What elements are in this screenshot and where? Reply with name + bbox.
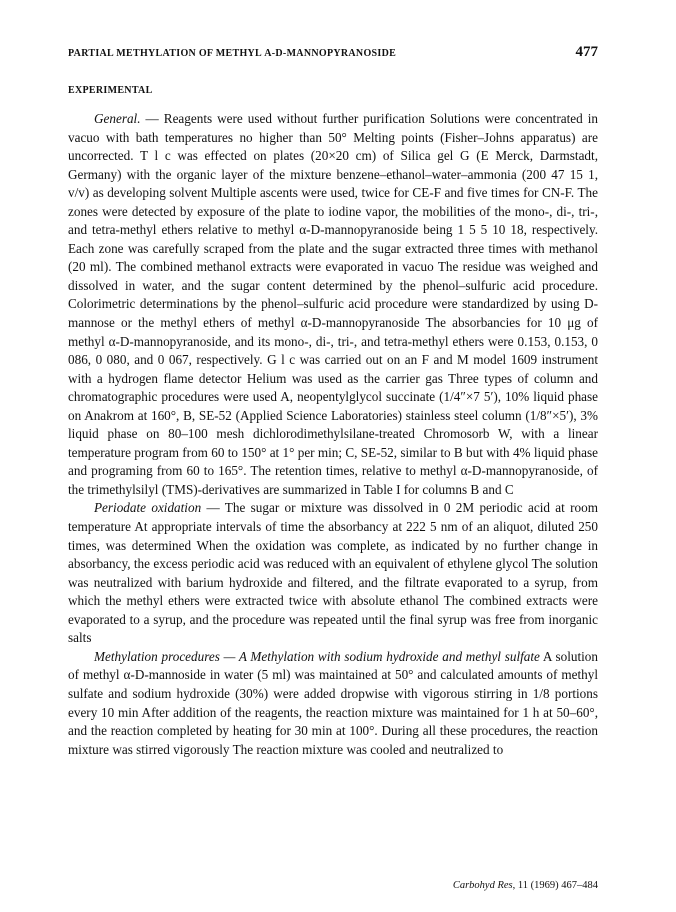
page-number: 477	[575, 44, 598, 60]
paragraph-general	[68, 110, 598, 499]
paragraph-lead: General.	[94, 111, 141, 126]
section-heading: EXPERIMENTAL	[68, 85, 153, 96]
volume-pages: , 11 (1969) 467–484	[512, 880, 598, 891]
paragraph-text: — Reagents were used without further purification Solutions were concentrated in vacuo with bath temperatures no higher than 50° Melting points (Fisher–Johns apparatus) are uncorrected. T l c was effected on plates (20×20 cm) of Silica gel G (E Merck, Darmstadt, Germany) with the organic layer of the mixture benzene–ethanol–water–ammonia (200 47 15 1, v/v) as developing solvent Multiple ascents were used, twice for CE-F and five times for CN-F. The zones were detected by exposure of the plate to iodine vapor, the mobilities of the mono-, di-, tri-, and tetra-methyl ethers relative to methyl α-D-mannopyranoside being 1 5 5 10 18, respectively. Each zone was carefully scraped from the plate and the sugar extracted three times with methanol (20 ml). The combined methanol extracts were evaporated in vacuo The residue was weighed and dissolved in water, and the sugar content determined by the phenol–sulfuric acid procedure. Colorimetric determinations by the phenol–sulfuric acid procedure were standardized by using D-mannose or the methyl ethers of methyl α-D-mannopyranoside The absorbancies for 10 μg of methyl α-D-mannopyranoside, and its mono-, di-, tri-, and tetra-methyl ethers were 0.153, 0.153, 0 086, 0 080, and 0 067, respectively. G l c was carried out on an F and M model 1609 instrument with a hydrogen flame detector Helium was used as the carrier gas Three types of column and chromatographic procedures were used A, neopentylglycol succinate (1/4″×7 5′), 10% liquid phase on Anakrom at 160°, B, SE-52 (Applied Science Laboratories) stainless steel column (1/8″×5′), 3% liquid phase on 80–100 mesh dichlorodimethylsilane-treated Chromosorb W, with a linear temperature program from 60 to 150° at 1° per min; C, SE-52, similar to B but with 4% liquid phase and programing from 60 to 165°. The retention times, relative to methyl α-D-mannopyranoside, of the trimethylsilyl (TMS)-derivatives are summarized in Table I for columns B and C	[68, 111, 598, 497]
paragraph-text: — The sugar or mixture was dissolved in 0 2M periodic acid at room temperature At appropriate intervals of time the absorbancy at 222 5 nm of an aliquot, diluted 250 times, was determined When the oxidation was complete, as indicated by no further change in absorbancy, the excess periodic acid was reduced with an equivalent of ethylene glycol The solution was neutralized with barium hydroxide and filtered, and the filtrate evaporated to a syrup, from which the methyl ethers were extracted twice with absolute ethanol The combined extracts were evaporated to a syrup, and the procedure was repeated until the final syrup was free from inorganic salts	[68, 500, 598, 646]
footer-citation	[453, 880, 598, 891]
paragraph-methylation-procedures	[68, 648, 598, 759]
body-text	[68, 110, 598, 759]
paragraph-periodate-oxidation	[68, 499, 598, 647]
journal-name: Carbohyd Res	[452, 880, 513, 891]
paragraph-lead: Methylation procedures — A Methylation with sodium hydroxide and methyl sulfate	[94, 648, 540, 664]
running-title: PARTIAL METHYLATION OF METHYL Α-D-MANNOPYRANOSIDE	[68, 48, 397, 59]
running-head	[68, 44, 598, 61]
paragraph-lead: Periodate oxidation	[94, 500, 202, 516]
paragraph-text: A solution of methyl α-D-mannoside in water (5 ml) was maintained at 50° and calculated amounts of methyl sulfate and sodium hydroxide (30%) were added dropwise with vigorous stirring in 1/8 portions every 10 min After addition of the reagents, the reaction mixture was maintained for 1 h at 50–60°, and the reaction completed by heating for 30 min at 100°. During all these procedures, the reaction mixture was stirred vigorously The reaction mixture was cooled and neutralized to	[68, 648, 598, 757]
